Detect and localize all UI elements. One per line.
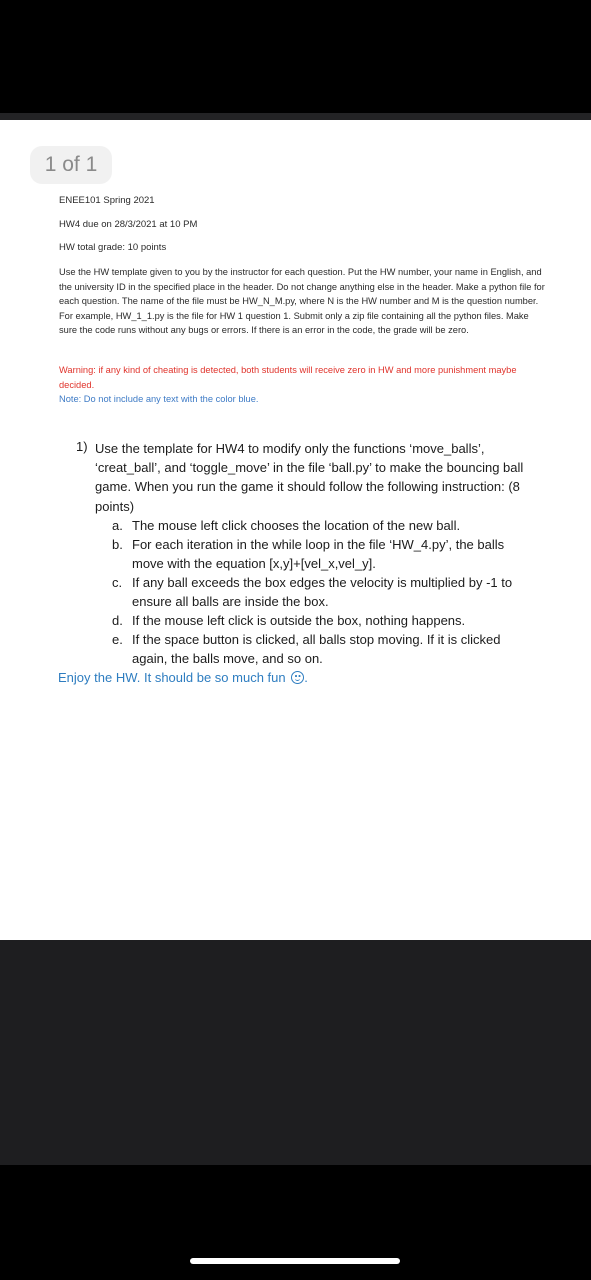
list-item-text: The mouse left click chooses the location of the new ball. — [132, 518, 461, 533]
total-grade: HW total grade: 10 points — [59, 242, 167, 253]
list-item-text: For each iteration in the while loop in the file ‘HW_4.py’, the balls move with the equation [x,y]+[vel_x,vel_y]. — [132, 537, 505, 571]
list-item-letter: a. — [112, 518, 123, 533]
list-item — [112, 611, 532, 630]
viewer-top-bar — [0, 113, 591, 120]
list-item — [112, 516, 532, 535]
list-item-letter: c. — [112, 575, 123, 590]
list-item-text: If the space button is clicked, all balls stop moving. If it is clicked again, the balls move, and so on. — [132, 632, 501, 666]
home-indicator[interactable] — [190, 1258, 400, 1264]
closing-line — [58, 670, 308, 685]
cheating-warning: Warning: if any kind of cheating is detected, both students will receive zero in HW and more punishment maybe decided. — [59, 365, 517, 390]
closing-period: . — [304, 670, 308, 685]
list-item-letter: d. — [112, 613, 123, 628]
due-date: HW4 due on 28/3/2021 at 10 PM — [59, 219, 198, 230]
instructions-paragraph: Use the HW template given to you by the instructor for each question. Put the HW number, your name in English, and the university ID in the specified place in the header. Do not change anything else in the header. Make a python file for each question. The name of the file must be HW_N_M.py, where N is the HW number and M is the question number. For example, HW_1_1.py is the file for HW 1 question 1. Submit only a zip file containing all the python files. Make sure the code runs without any bugs or errors. If there is an error in the code, the grade will be zero. — [59, 267, 545, 336]
question-text: Use the template for HW4 to modify only the functions ‘move_balls’, ‘creat_ball’, and ‘toggle_move’ in the file ‘ball.py’ to make the bouncing ball game. When you run the game it should follow the following instruction: (8 points) — [95, 441, 524, 514]
question-number: 1) — [76, 439, 88, 454]
closing-text: Enjoy the HW. It should be so much fun — [58, 670, 286, 685]
viewer-bottom-area — [0, 940, 591, 1165]
list-item-letter: b. — [112, 537, 123, 552]
list-item — [112, 573, 532, 611]
document-page — [0, 120, 591, 940]
list-item — [112, 630, 532, 668]
status-area — [0, 0, 591, 113]
list-item — [112, 535, 532, 573]
blue-text-note: Note: Do not include any text with the color blue. — [59, 394, 259, 404]
list-item-text: If the mouse left click is outside the box, nothing happens. — [132, 613, 466, 628]
smiley-face-icon — [291, 671, 304, 684]
page-indicator: 1 of 1 — [30, 146, 112, 184]
list-item-letter: e. — [112, 632, 123, 647]
course-title: ENEE101 Spring 2021 — [59, 195, 155, 206]
list-item-text: If any ball exceeds the box edges the velocity is multiplied by -1 to ensure all balls are inside the box. — [132, 575, 513, 609]
